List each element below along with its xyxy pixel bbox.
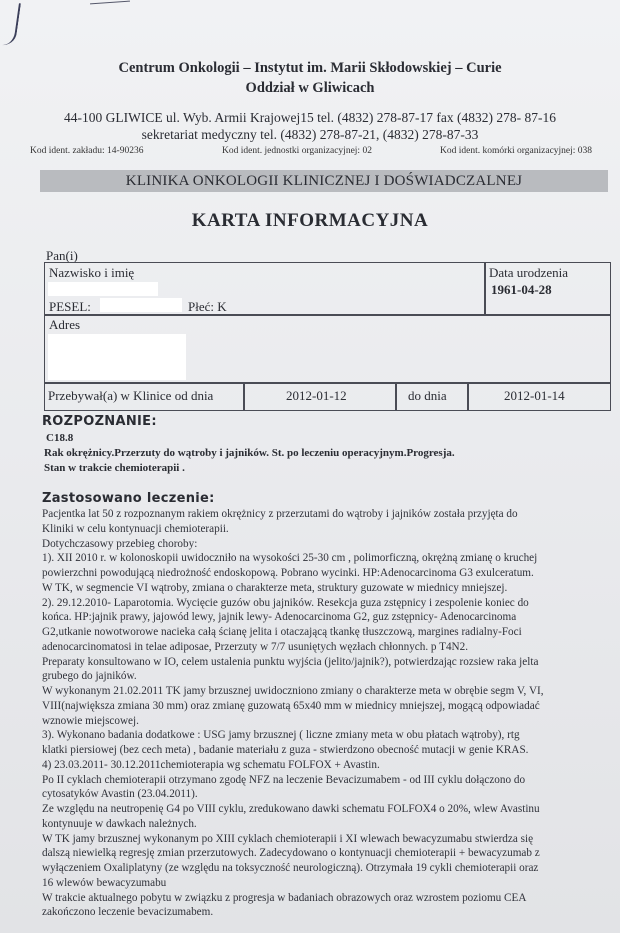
pen-line bbox=[90, 1, 130, 5]
treatment-line: VIII(największa zmiana 30 mm) oraz zmianę guzowatą 65x40 mm w miednicy mniejszej, mogącą odpowiadać bbox=[42, 699, 540, 712]
address-redaction bbox=[48, 334, 186, 380]
document-title: KARTA INFORMACYJNA bbox=[191, 210, 429, 231]
address-line: 44-100 GLIWICE ul. Wyb. Armii Krajowej15 tel. (4832) 278-87-17 fax (4832) 278- 87-16 bbox=[64, 110, 556, 125]
institution-branch: Oddział w Gliwicach bbox=[245, 80, 375, 96]
treatment-line: 2). 29.12.2010- Laparotomia. Wycięcie guzów obu jajników. Resekcja guza zstępnicy i zespolenie koniec do bbox=[42, 596, 529, 609]
clinic-name-bar: KLINIKA ONKOLOGII KLINICZNEJ I DOŚWIADCZALNEJ bbox=[40, 170, 608, 192]
unit-code: Kod ident. jednostki organizacyjnej: 02 bbox=[222, 146, 372, 156]
treatment-line: grubego do jajników. bbox=[42, 670, 137, 683]
treatment-line: Kliniki w celu kontynuacji chemioterapii. bbox=[42, 522, 229, 535]
treatment-line: Po II cyklach chemioterapii otrzymano zgodę NFZ na leczenie Bevacizumabem - od III cyklu dołączono do bbox=[42, 773, 526, 786]
diagnosis-line: Stan w trakcie chemioterapii . bbox=[44, 462, 185, 474]
treatment-line: W trakcie aktualnego pobytu w związku z progresja w badaniach obrazowych oraz wzrostem poziomu CEA bbox=[42, 891, 527, 904]
pen-mark bbox=[0, 1, 21, 47]
treatment-line: Dotychczasowy przebieg choroby: bbox=[42, 537, 198, 550]
treatment-heading: Zastosowano leczenie: bbox=[42, 491, 215, 506]
stay-to-date: 2012-01-14 bbox=[504, 388, 565, 403]
salutation: Pan(i) bbox=[46, 248, 78, 263]
sex-label: Płeć: K bbox=[188, 299, 227, 314]
treatment-line: 4) 23.03.2011- 30.12.2011chemioterapia wg schematu FOLFOX + Avastin. bbox=[42, 758, 380, 771]
treatment-line: kontynuuje w dawkach należnych. bbox=[42, 817, 197, 830]
treatment-line: końca. HP:jajnik prawy, jajowód lewy, jajnik lewy- Adenocarcinoma G2, guz zstępnicy- Adenocarcinoma bbox=[42, 611, 517, 624]
name-label: Nazwisko i imię bbox=[49, 265, 135, 280]
treatment-line: W wykonanym 21.02.2011 TK jamy brzusznej uwidoczniono zmiany o charakterze meta w obrębie segm V, VI, bbox=[42, 685, 544, 697]
stay-to-label: do dnia bbox=[408, 388, 447, 403]
treatment-line: adenocarcinomatosi in telae adiposae, Przerzuty w 7/7 usuniętych węzłach chłonnych. p T4N2. bbox=[42, 640, 469, 653]
stay-label: Przebywał(a) w Klinice od dnia bbox=[48, 388, 214, 403]
treatment-description bbox=[42, 507, 608, 920]
treatment-line: 1). XII 2010 r. w kolonoskopii uwidoczniło na wysokości 25-30 cm , polimorficzną, okrężną zmianę o kruchej bbox=[42, 552, 538, 565]
treatment-line: zakończono leczenie bevacizumabem. bbox=[42, 906, 214, 919]
treatment-line: Pacjentka lat 50 z rozpoznanym rakiem okrężnicy z przerzutami do wątroby i jajników została przyjęta do bbox=[42, 508, 518, 520]
stay-from-date: 2012-01-12 bbox=[286, 388, 347, 403]
diagnosis-line: Rak okrężnicy.Przerzuty do wątroby i jajników. St. po leczeniu operacyjnym.Progresja. bbox=[44, 447, 455, 459]
diagnosis-code: C18.8 bbox=[46, 432, 74, 444]
facility-code: Kod ident. zakładu: 14-90236 bbox=[30, 146, 144, 156]
pesel-redaction bbox=[100, 298, 182, 312]
treatment-line: powierzchni powodującą niedrożność endoskopową. Pobrano wycinki. HP:Adenocarcinoma G3 exulceratum. bbox=[42, 567, 534, 579]
pesel-label: PESEL: bbox=[49, 299, 91, 314]
treatment-line: klatki piersiowej (bez cech meta) , badanie materiału z guza - stwierdzono obecność mutacji w genie KRAS. bbox=[42, 744, 529, 756]
treatment-line: W TK, w segmencie VI wątroby, zmiana o charakterze meta, struktury guzowate w miednicy mniejszej. bbox=[42, 581, 508, 594]
address-label: Adres bbox=[49, 317, 81, 332]
treatment-line: dalszą niewielką regresję zmian przerzutowych. Zadecydowano o kontynuacji chemioterapii + bewacyzumab z bbox=[42, 847, 540, 860]
treatment-line: W TK jamy brzusznej wykonanym po XIII cyklach chemioterapii i XI wlewach bewacyzumabu stwierdza się bbox=[42, 832, 534, 845]
treatment-line: Preparaty konsultowano w IO, celem ustalenia punktu wyjścia (jelito/jajnik?), potwierdzając rozsiew raka jelta bbox=[42, 655, 539, 668]
cell-code: Kod ident. komórki organizacyjnej: 038 bbox=[440, 146, 593, 156]
secretariat-line: sekretariat medyczny tel. (4832) 278-87-21, (4832) 278-87-33 bbox=[141, 127, 479, 142]
treatment-line: Ze względu na neutropenię G4 po VIII cyklu, zredukowano dawki schematu FOLFOX4 o 20%, wlew Avastinu bbox=[42, 803, 540, 815]
institution-name: Centrum Onkologii – Instytut im. Marii Skłodowskiej – Curie bbox=[118, 60, 502, 76]
diagnosis-heading: ROZPOZNANIE: bbox=[42, 414, 157, 429]
dob-value: 1961-04-28 bbox=[491, 282, 552, 297]
treatment-line: wyłączeniem Oxaliplatyny (ze względu na toksyczność neurologiczną). Otrzymała 19 cykli chemioterapii oraz bbox=[42, 862, 539, 874]
treatment-line: wznowie miejscowej. bbox=[42, 714, 139, 727]
treatment-line: G2,utkanie nowotworowe nacieka całą ścianę jelita i otaczającą tkankę tłuszczową, margines radialny-Foci bbox=[42, 626, 522, 638]
treatment-line: 3). Wykonano badania dodatkowe : USG jamy brzusznej ( liczne zmiany meta w obu płatach wątroby), rtg bbox=[42, 729, 520, 742]
treatment-line: 16 wlewów bewacyzumabu bbox=[42, 876, 167, 889]
dob-label: Data urodzenia bbox=[489, 265, 569, 280]
treatment-line: cytosatyków Avastin (23.04.2011). bbox=[42, 788, 198, 801]
diagnosis-text bbox=[44, 446, 604, 476]
name-redaction bbox=[48, 282, 158, 296]
